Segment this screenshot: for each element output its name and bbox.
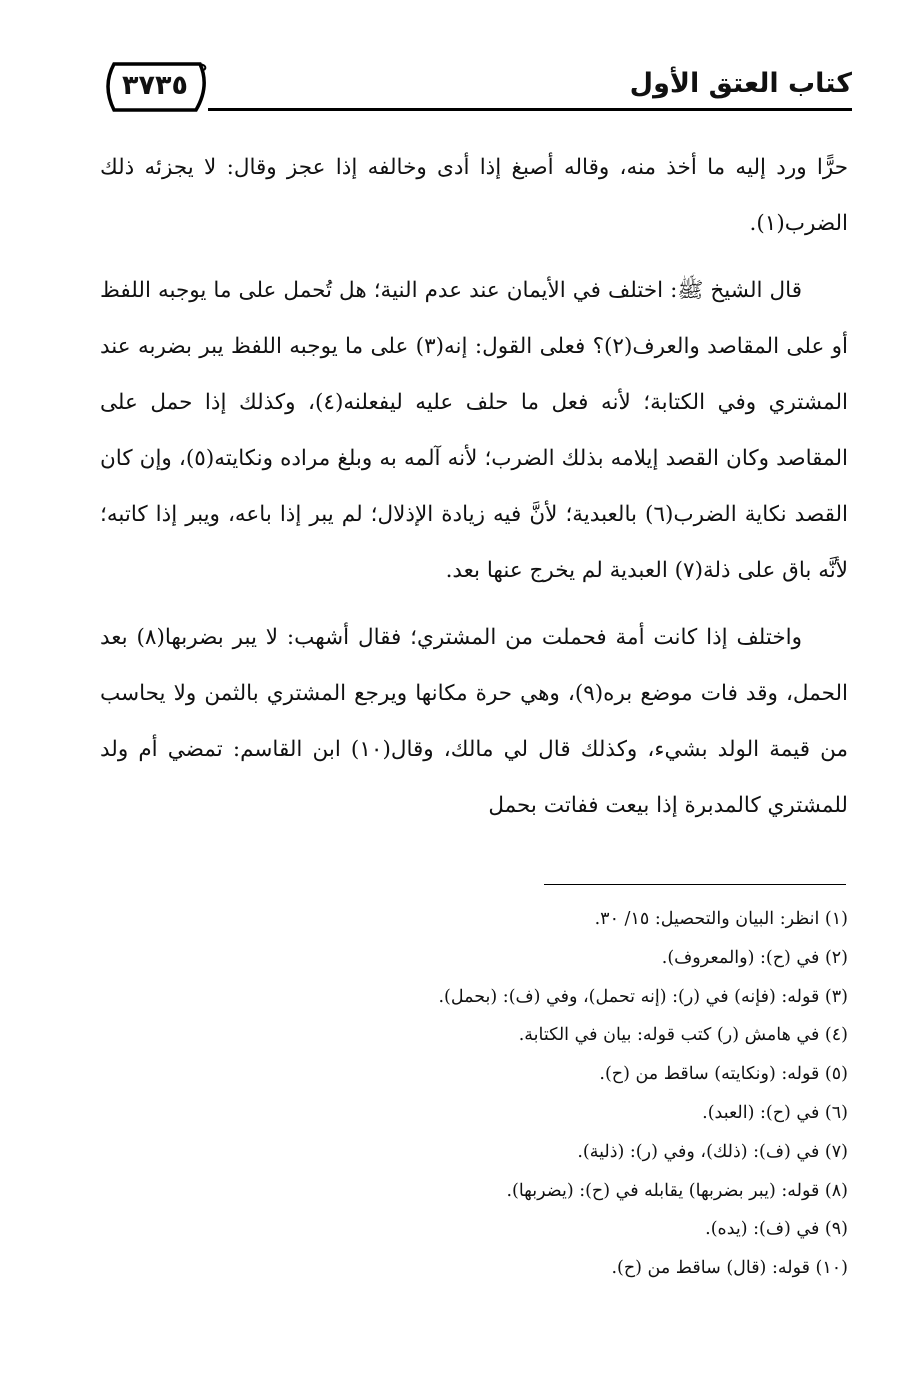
footnote-5: (٥) قوله: (ونكايته) ساقط من (ح). bbox=[599, 1064, 848, 1085]
page-number: ٣٧٣٥ bbox=[122, 70, 188, 101]
header-rule bbox=[208, 108, 852, 111]
footnote-8: (٨) قوله: (يبر بضربها) يقابله في (ح): (يضربها). bbox=[506, 1180, 848, 1201]
book-title: كتاب العتق الأول bbox=[629, 68, 852, 99]
page-number-badge bbox=[100, 56, 210, 116]
footnote-2: (٢) في (ح): (والمعروف). bbox=[661, 947, 848, 968]
page-header bbox=[100, 52, 852, 122]
footnote-9: (٩) في (ف): (يده). bbox=[705, 1219, 848, 1240]
footnote-4: (٤) في هامش (ر) كتب قوله: بيان في الكتابة. bbox=[518, 1025, 848, 1046]
footnote-divider bbox=[544, 884, 846, 885]
paragraph-2: قال الشيخ ﷺ: اختلف في الأيمان عند عدم النية؛ هل تُحمل على ما يوجبه اللفظ أو على المقاصد والعرف(٢)؟ فعلى القول: إنه(٣) على ما يوجبه اللفظ يبر بضربه عند المشتري وفي الكتابة؛ لأنه فعل ما حلف عليه ليفعلنه(٤)، وكذلك إذا حمل على المقاصد وكان القصد إيلامه بذلك الضرب؛ لأنه آلمه به وبلغ مراده ونكايته(٥)، وإن كان القصد نكاية الضرب(٦) بالعبدية؛ لأنَّ فيه زيادة الإذلال؛ لم يبر إذا باعه، ويبر إذا كاتبه؛ لأنَّه باق على ذلة(٧) العبدية لم يخرج عنها بعد. bbox=[100, 278, 849, 583]
footnote-1: (١) انظر: البيان والتحصيل: ١٥/ ٣٠. bbox=[594, 909, 848, 929]
footnote-3: (٣) قوله: (فإنه) في (ر): (إنه تحمل)، وفي (ف): (بحمل). bbox=[438, 986, 848, 1007]
footnote-7: (٧) في (ف): (ذلك)، وفي (ر): (ذلية). bbox=[577, 1141, 848, 1162]
footnotes bbox=[100, 900, 848, 1288]
paragraph-3: واختلف إذا كانت أمة فحملت من المشتري؛ فقال أشهب: لا يبر بضربها(٨) بعد الحمل، وقد فات موضع بره(٩)، وهي حرة مكانها ويرجع المشتري بالثمن ولا يحاسب من قيمة الولد بشيء، وكذلك قال لي مالك، وقال(١٠) ابن القاسم: تمضي أم ولد للمشتري كالمدبرة إذا بيعت ففاتت بحمل bbox=[100, 625, 848, 818]
footnote-6: (٦) في (ح): (العبد). bbox=[702, 1102, 848, 1123]
paragraph-1: حرًّا ورد إليه ما أخذ منه، وقاله أصبغ إذا أدى وخالفه إذا عجز وقال: لا يجزئه ذلك الضرب(١). bbox=[100, 155, 848, 236]
main-text bbox=[100, 140, 848, 834]
footnote-10: (١٠) قوله: (قال) ساقط من (ح). bbox=[611, 1258, 848, 1279]
